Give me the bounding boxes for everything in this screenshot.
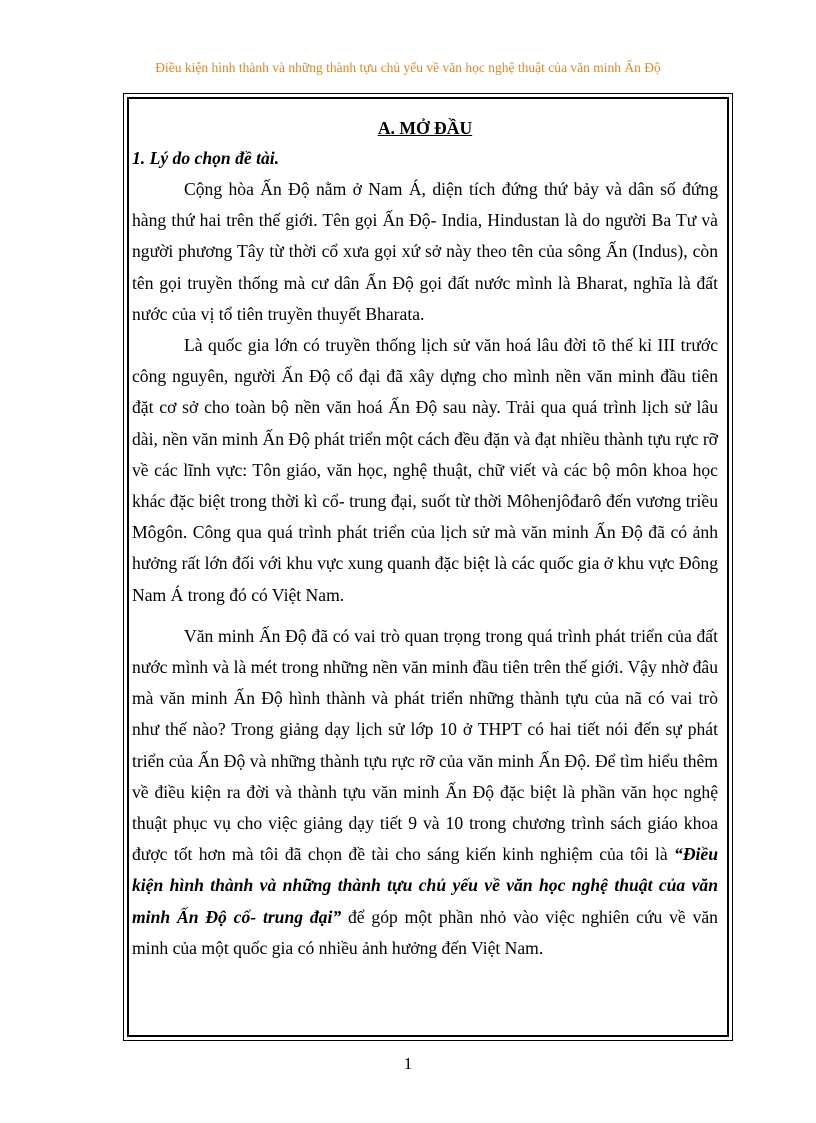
paragraph-1: Cộng hòa Ấn Độ nằm ở Nam Á, diện tích đứng thứ bảy và dân số đứng hàng thứ hai trên thế giới. Tên gọi Ấn Độ- India, Hindustan là do người Ba Tư và người phương Tây từ thời cổ xưa gọi xứ sở này theo tên của sông Ấn (Indus), còn tên gọi truyền thống mà cư dân Ấn Độ gọi đất nước mình là Bharat, nghĩa là đất nước của vị tổ tiên truyền thuyết Bharata. [132,179,718,324]
running-header: Điều kiện hình thành và những thành tựu chủ yếu về văn học nghệ thuật của văn minh Ấn Độ [155,60,661,75]
paragraph-2: Là quốc gia lớn có truyền thống lịch sử văn hoá lâu đời tõ thế kỉ III trước công nguyên, người Ấn Độ cổ đại đã xây dựng cho mình nền văn minh đầu tiên đặt cơ sở cho toàn bộ nền văn hoá Ấn Độ sau này. Trải qua quá trình lịch sử lâu dài, nền văn minh Ấn Độ phát triển một cách đều đặn và đạt nhiều thành tựu rực rỡ về các lĩnh vực: Tôn giáo, văn học, nghệ thuật, chữ viết và các bộ môn khoa học khác đặc biệt trong thời kì cổ- trung đại, suốt từ thời Môhenjôđarô đến vương triều Môgôn. Công qua quá trình phát triển của lịch sử mà văn minh Ấn Độ đã có ảnh hưởng rất lớn đối với khu vực xung quanh đặc biệt là các quốc gia ở khu vực Đông Nam Á trong đó có Việt Nam. [132,335,718,605]
paragraph-3-emphasis: “Điều kiện hình thành và những thành tựu chủ yếu về văn học nghệ thuật của văn minh Ấn Độ cổ- trung đại” [132,844,718,927]
paragraph-3 [132,621,718,964]
subsection-title: 1. Lý do chọn đề tài. [132,148,280,168]
section-title: A. MỞ ĐẦU [377,118,473,138]
page-number: 1 [403,1054,413,1073]
paragraph-3-start: Văn minh Ấn Độ đã có vai trò quan trọng trong quá trình phát triển của đất nước mình và là mét trong những nền văn minh đầu tiên trên thế giới. Vậy nhờ đâu mà văn minh Ấn Độ hình thành và phát triển những thành tựu của nã có vai trò như thế nào? Trong giảng dạy lịch sử lớp 10 ở THPT có hai tiết nói đến sự phát triển của Ấn Độ và những thành tựu rực rỡ của văn minh Ấn Độ. Để tìm hiểu thêm về điều kiện ra đời và thành tựu văn minh Ấn Độ đặc biệt là phần văn học nghệ thuật phục vụ cho việc giảng dạy tiết 9 và 10 trong chương trình sách giáo khoa được tốt hơn mà tôi đã chọn đề tài cho sáng kiến kinh nghiệm của tôi là [132,625,718,865]
paragraph-3-end: để góp một phần nhỏ vào việc nghiên cứu về văn minh của một quốc gia có nhiều ảnh hưởng đến Việt Nam. [132,906,718,958]
document-body [132,114,718,964]
